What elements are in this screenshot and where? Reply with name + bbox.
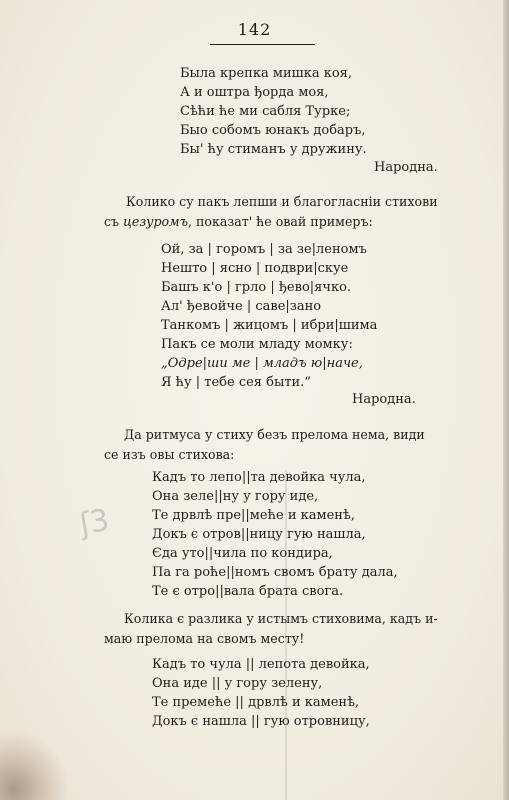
- poem-1: [180, 64, 367, 159]
- paragraph-3-line-1: Колика є разлика у истымъ стиховима, кадъ и-: [124, 611, 438, 626]
- verse-line: Докъ є нашла || гую отровницу,: [152, 714, 370, 729]
- verse-line: Па га роће||номъ свомъ брату дала,: [152, 565, 398, 580]
- verse-line: Те премеће || дрвлѣ и каменѣ,: [152, 695, 360, 710]
- verse-line: Она иде || у гору зелену,: [152, 676, 323, 691]
- verse-line: Кадъ то чула || лепота девойка,: [152, 657, 370, 672]
- poem-1-source: Народна.: [374, 160, 438, 175]
- pencil-mark: ʃ3: [77, 502, 112, 543]
- page-number-rule: [210, 44, 315, 45]
- verse-line: Бы' ћу стиманъ у дружину.: [180, 142, 367, 157]
- page-number: 142: [237, 20, 272, 39]
- verse-line: Єда уто||чила по кондира,: [152, 546, 333, 561]
- verse-line: Сѣћи ће ми сабля Турке;: [180, 104, 351, 119]
- paragraph-2-line-1: Да ритмуса у стиху безъ прелома нема, види: [124, 427, 425, 442]
- verse-line-italic: „Одре|ши ме | младъ ю|наче,: [161, 356, 363, 371]
- verse-line: Она зеле||ну у гору иде,: [152, 489, 319, 504]
- italic-term: цезуромъ: [123, 214, 188, 229]
- verse-line: Те є отро||вала брата свога.: [152, 584, 344, 599]
- verse-line: А и оштра ђорда моя,: [180, 85, 329, 100]
- verse-line: Быо собомъ юнакъ добаръ,: [180, 123, 366, 138]
- verse-line: Была крепка мишка коя,: [180, 66, 353, 81]
- paragraph-1-line-1: Колико су пакъ лепши и благогласніи стихови: [126, 194, 438, 209]
- verse-line: Нешто | ясно | подври|скуе: [161, 261, 349, 276]
- verse-line: Докъ є отров||ницу гую нашла,: [152, 527, 366, 542]
- verse-line: Башъ к'о | грло | ђево|ячко.: [161, 280, 352, 295]
- verse-line: Те дрвлѣ пре||меће и каменѣ,: [152, 508, 355, 523]
- page-stain: [0, 730, 70, 800]
- poem-3: [152, 468, 398, 601]
- poem-2-source: Народна.: [352, 392, 416, 407]
- poem-2: [161, 240, 377, 392]
- paragraph-3-line-2: маю прелома на свомъ месту!: [104, 631, 305, 646]
- verse-line: Кадъ то лепо||та девойка чула,: [152, 470, 366, 485]
- poem-4: [152, 655, 370, 731]
- page-edge: [503, 0, 509, 800]
- verse-line: Пакъ се моли младу момку:: [161, 337, 353, 352]
- verse-line: Я ћу | тебе сея быти.“: [161, 375, 311, 390]
- paragraph-2-line-2: се изъ овы стихова:: [104, 447, 235, 462]
- verse-line: Ал' ђевойче | саве|зано: [161, 299, 322, 314]
- verse-line: Танкомъ | жицомъ | ибри|шима: [161, 318, 378, 333]
- verse-line: Ой, за | горомъ | за зе|леномъ: [161, 242, 367, 257]
- paragraph-1-line-2: съ цезуромъ, показат' ће овай примеръ:: [104, 214, 373, 229]
